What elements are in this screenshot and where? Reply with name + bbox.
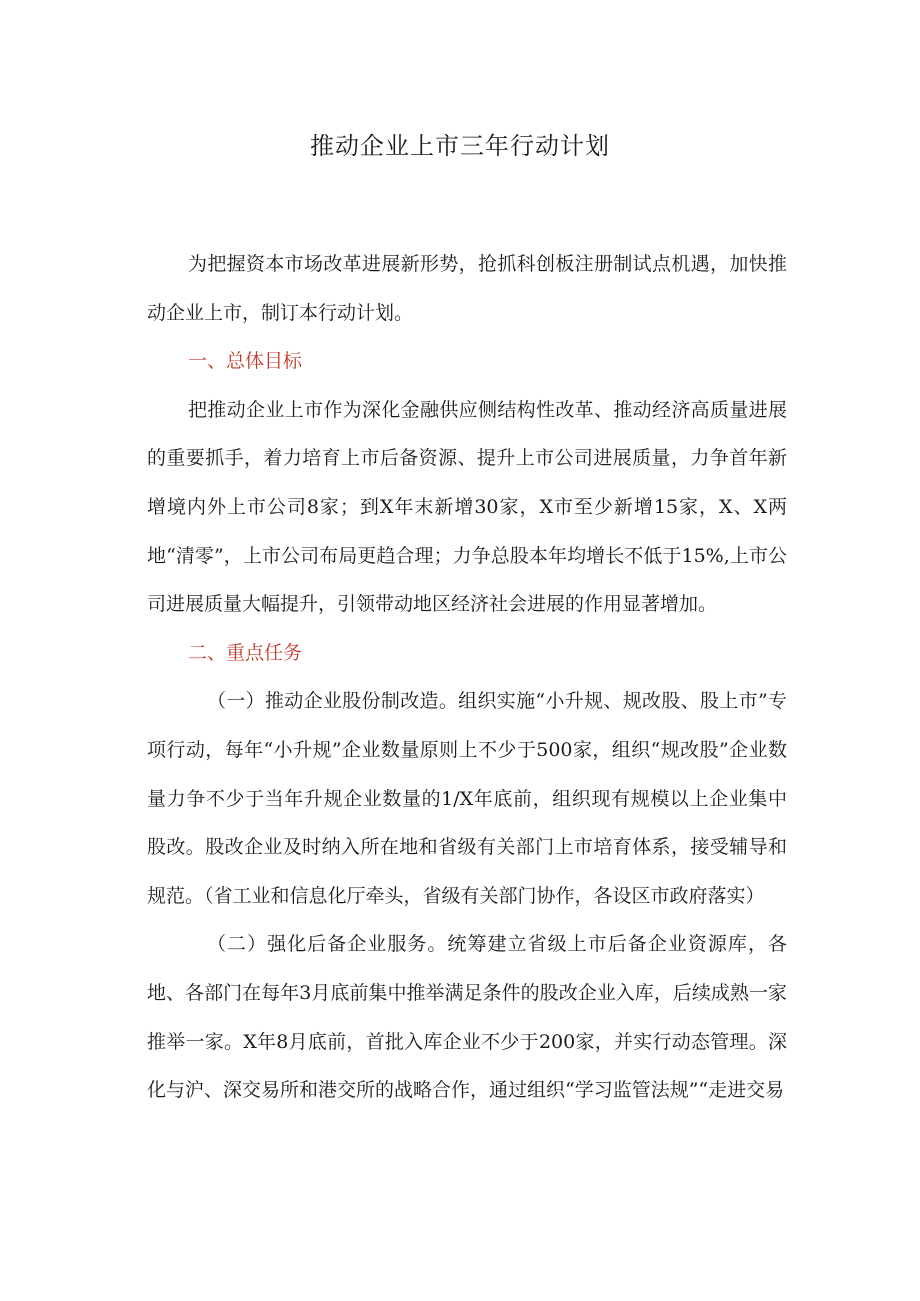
task-item-shareholding-reform: （一）推动企业股份制改造。组织实施“小升规、规改股、股上市”专项行动，每年“小升规”企业数量原则上不少于500家，组织“规改股”企业数量力争不少于当年升规企业数量的1/X年底前，组织现有规模以上企业集中股改。股改企业及时纳入所在地和省级有关部门上市培育体系，接受辅导和规范。（省工业和信息化厅牵头，省级有关部门协作，各设区市政府落实） [147, 690, 787, 907]
task-item-reserve-enterprise-service: （二）强化后备企业服务。统筹建立省级上市后备企业资源库，各地、各部门在每年3月底前集中推举满足条件的股改企业入库，后续成熟一家推举一家。X年8月底前，首批入库企业不少于200家，并实行动态管理。深化与沪、深交易所和港交所的战略合作，通过组织“学习监管法规”“走进交易 [147, 933, 787, 1102]
page-title: 推动企业上市三年行动计划 [310, 132, 610, 160]
intro-paragraph: 为把握资本市场改革进展新形势，抢抓科创板注册制试点机遇，加快推动企业上市，制订本行动计划。 [147, 253, 787, 324]
goals-paragraph: 把推动企业上市作为深化金融供应侧结构性改革、推动经济高质量进展的重要抓手，着力培育上市后备资源、提升上市公司进展质量，力争首年新增境内外上市公司8家；到X年末新增30家，X市至少新增15家，X、X两地“清零”，上市公司布局更趋合理；力争总股本年均增长不低于15%,上市公司进展质量大幅提升，引领带动地区经济社会进展的作用显著增加。 [147, 398, 787, 616]
section-heading-goals: 一、总体目标 [188, 350, 303, 373]
document-body [147, 240, 787, 1115]
section-heading-tasks: 二、重点任务 [188, 641, 303, 664]
